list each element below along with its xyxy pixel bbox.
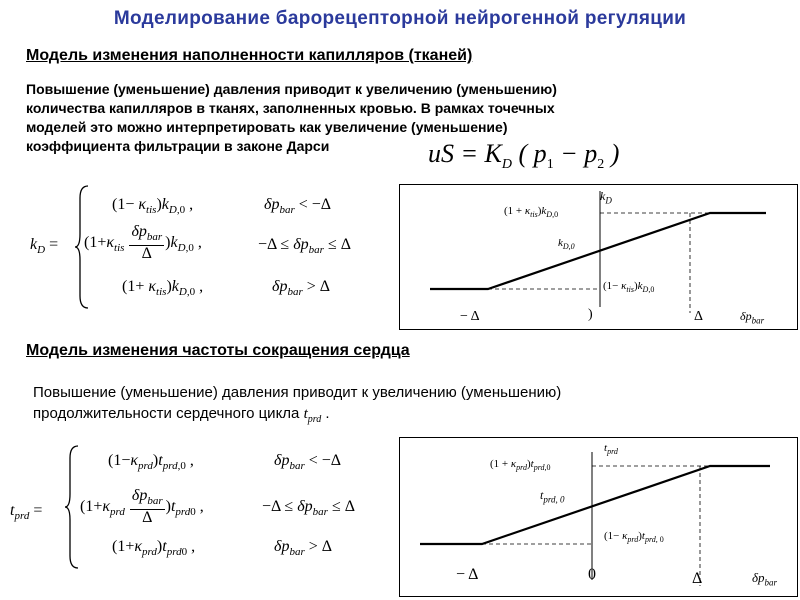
kd-graph-svg [400, 185, 797, 329]
kd-lower-label: $(1- \kappa_{tis})k_{D,0}$ [603, 280, 655, 295]
tprd-case-2-expr: ($1+\kappa_{prd}$ $\frac{\delta p_{bar}}{\Delta}$ )$t_{prd0}$ , [80, 487, 204, 527]
tprd-lower-label: $(1- \kappa_{prd})t_{prd, 0}$ [604, 530, 664, 545]
tprd-upper-label: $(1 + \kappa_{prd})t_{prd,0}$ [490, 458, 551, 473]
kd-x-tick-minus-delta: − Δ [460, 309, 480, 324]
tprd-x-tick-zero: 0 [588, 566, 596, 583]
section1-paragraph-line: Повышение (уменьшение) давления приводит к увеличению (уменьшению) [26, 81, 557, 97]
kd-lhs: $k_D$ = [30, 236, 59, 257]
section1-paragraph-line: коэффициента фильтрации в законе Дарси [26, 138, 330, 154]
kd-x-axis-label: $\delta p_{bar}$ [740, 309, 765, 326]
tprd-x-tick-minus-delta: − Δ [456, 566, 479, 583]
tprd-x-axis-label: $\delta p_{bar}$ [752, 570, 778, 588]
tprd-case-3-cond: $\delta p_{bar} > \Delta$ [274, 538, 333, 559]
tprd-case-1-cond: $\delta p_{bar} < -\Delta$ [274, 452, 342, 473]
darcy-law-formula: uS = $K_D$ ( $p_1 - p_2$ ) [428, 139, 620, 173]
section1-heading: Модель изменения наполненности капилляров (тканей) [26, 47, 473, 64]
kd-case-1-cond: $\delta p_{bar} < -\Delta$ [264, 196, 332, 217]
tprd-y-axis-label: $t_{prd}$ [604, 442, 618, 457]
kd-curve [430, 213, 766, 289]
tprd-curve [420, 466, 770, 544]
kd-case-2-cond: $-\Delta \le \delta p_{bar} \le \Delta$ [258, 236, 352, 257]
kd-case-2-expr: ($1+\kappa_{tis}$ $\frac{\delta p_{bar}}{\Delta}$ )$k_{D,0}$ , [84, 223, 202, 263]
tprd-graph [399, 437, 798, 597]
section2-heading: Модель изменения частоты сокращения сердца [26, 342, 410, 359]
kd-graph [399, 184, 798, 330]
kd-case-3-cond: $\delta p_{bar} > \Delta$ [272, 278, 331, 299]
slide-title: Моделирование барорецепторной нейрогенной регуляции [113, 8, 687, 29]
tprd-piecewise-formula [0, 440, 400, 575]
section1-paragraph [26, 80, 746, 156]
left-brace-icon [64, 444, 80, 570]
kd-mid-label: $k_{D,0}$ [558, 237, 575, 252]
kd-piecewise-formula [0, 180, 400, 315]
section2-paragraph-line-2: продолжительности сердечного цикла $t_{prd}$ . [33, 405, 330, 425]
kd-case-1-expr: $(1- \kappa_{tis})k_{D,0}$ , [112, 196, 194, 217]
kd-x-tick-delta: Δ [694, 309, 704, 324]
kd-x-tick-zero: ) [588, 307, 593, 322]
tprd-case-1-expr: $(1-\kappa_{prd})t_{prd,0}$ , [108, 452, 194, 473]
kd-y-axis-label: $k_D$ [600, 189, 612, 206]
tprd-mid-label: $t_{prd, 0}$ [540, 488, 565, 505]
section1-paragraph-line: количества капилляров в тканях, заполненных кровью. В рамках точечных [26, 100, 555, 116]
tprd-x-tick-delta: Δ [692, 570, 703, 587]
kd-case-3-expr: $(1+ \kappa_{tis})k_{D,0}$ , [122, 278, 204, 299]
section2-paragraph-line: Повышение (уменьшение) давления приводит к увеличению (уменьшению) [33, 384, 562, 401]
tprd-case-3-expr: $(1+\kappa_{prd})t_{prd0}$ , [112, 538, 196, 559]
section2-paragraph [33, 382, 773, 430]
tprd-lhs: $t_{prd}$ = [10, 502, 43, 523]
section1-paragraph-line: моделей это можно интерпретировать как увеличение (уменьшение) [26, 119, 508, 135]
kd-upper-label: $(1 + \kappa_{tis})k_{D,0}$ [504, 205, 559, 220]
tprd-case-2-cond: $-\Delta \le \delta p_{bar} \le \Delta$ [262, 498, 356, 519]
